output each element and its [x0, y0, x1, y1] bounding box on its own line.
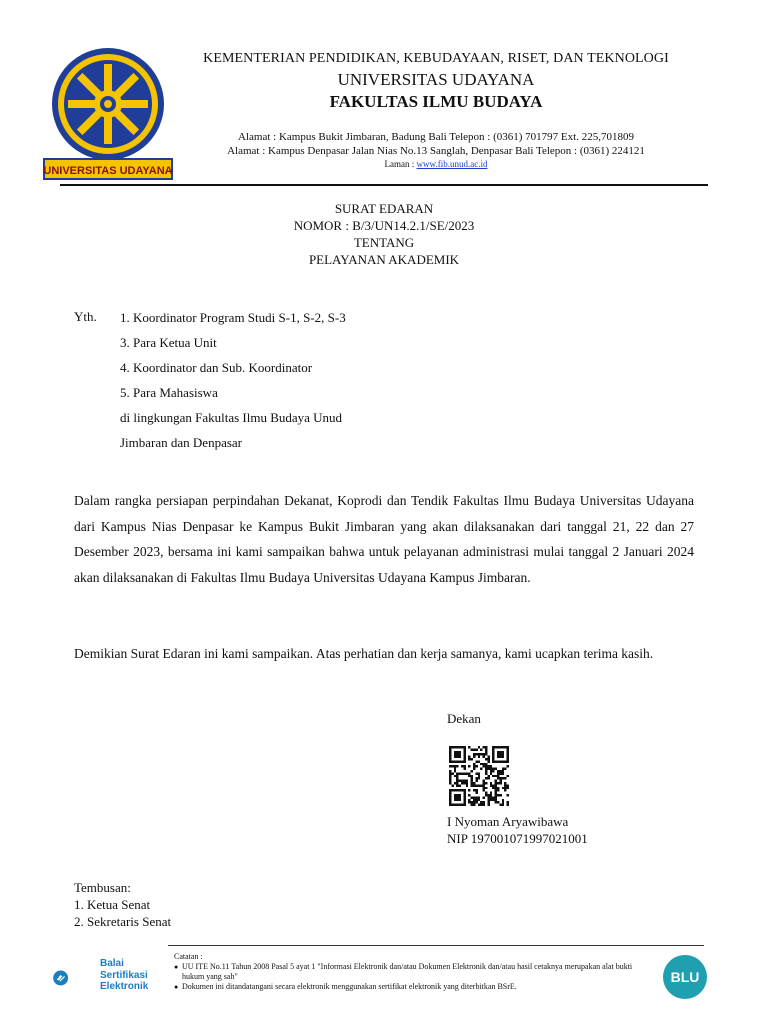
university-logo-icon — [42, 44, 174, 180]
website-label: Laman : — [384, 159, 417, 169]
signatory-name: I Nyoman Aryawibawa — [447, 814, 569, 829]
addressee-item: 3. Para Ketua Unit — [120, 335, 217, 350]
salutation: Yth. — [74, 309, 97, 324]
body-paragraph-2: Demikian Surat Edaran ini kami sampaikan. Atas perhatian dan kerja samanya, kami ucapkan terima kasih. — [74, 646, 654, 661]
addressee-list — [120, 308, 346, 458]
title-nomor: NOMOR : B/3/UN14.2.1/SE/2023 — [293, 218, 475, 233]
address-jimbaran: Alamat : Kampus Bukit Jimbaran, Badung Bali Telepon : (0361) 701797 Ext. 225,701809 — [238, 131, 634, 143]
bsre-line: Sertifikasi — [100, 969, 148, 981]
website-line — [170, 158, 702, 170]
addressee-item: 1. Koordinator Program Studi S-1, S-2, S-3 — [120, 310, 346, 325]
cc-heading: Tembusan: — [74, 880, 131, 895]
blu-label: BLU — [670, 969, 700, 985]
note-item: ● Dokumen ini ditandatangani secara elektronik menggunakan sertifikat elektronik yang diterbitkan BSrE. — [174, 982, 654, 992]
document-title — [200, 200, 568, 268]
letterhead — [170, 50, 702, 170]
footer-notes — [174, 952, 654, 992]
university-name: UNIVERSITAS UDAYANA — [337, 70, 535, 89]
addressee-item: di lingkungan Fakultas Ilmu Budaya Unud — [120, 410, 343, 425]
cc-block — [74, 879, 171, 930]
logo-caption: UNIVERSITAS UDAYANA — [43, 165, 173, 177]
cc-item: 2. Sekretaris Senat — [74, 914, 172, 929]
signatory-position: Dekan — [447, 711, 481, 726]
website-link[interactable]: www.fib.unud.ac.id — [416, 159, 488, 169]
ministry-name: KEMENTERIAN PENDIDIKAN, KEBUDAYAAN, RISET, DAN TEKNOLOGI — [203, 51, 669, 66]
note-item: ● UU ITE No.11 Tahun 2008 Pasal 5 ayat 1 "Informasi Elektronik dan/atau Dokumen Elektronik dan/atau hasil cetaknya merupakan alat bukti hukum yang sah" — [174, 962, 654, 982]
footer-divider — [168, 945, 704, 946]
notes-heading: Catatan : — [174, 952, 203, 961]
title-subject: PELAYANAN AKADEMIK — [308, 252, 460, 267]
title-tentang: TENTANG — [353, 235, 415, 250]
signatory-nip: NIP 197001071997021001 — [447, 831, 588, 846]
bsre-line: Elektronik — [100, 981, 149, 992]
bsre-line: Balai — [100, 958, 124, 969]
letterhead-divider — [60, 184, 708, 186]
title-surat-edaran: SURAT EDARAN — [334, 201, 434, 216]
signature-block — [447, 813, 588, 847]
faculty-name: FAKULTAS ILMU BUDAYA — [329, 92, 543, 111]
bsre-logo-icon — [52, 956, 96, 1000]
addressee-item: 4. Koordinator dan Sub. Koordinator — [120, 360, 313, 375]
qr-code-icon — [449, 746, 509, 806]
addressee-item: 5. Para Mahasiswa — [120, 385, 218, 400]
blu-badge-icon — [662, 954, 708, 1000]
addressee-item: Jimbaran dan Denpasar — [120, 435, 243, 450]
address-denpasar: Alamat : Kampus Denpasar Jalan Nias No.13 Sanglah, Denpasar Bali Telepon : (0361) 224121 — [227, 145, 645, 157]
cc-item: 1. Ketua Senat — [74, 897, 151, 912]
bsre-label — [100, 958, 148, 993]
body-paragraph-1: Dalam rangka persiapan perpindahan Dekanat, Koprodi dan Tendik Fakultas Ilmu Budaya Universitas Udayana dari Kampus Nias Denpasar ke Kampus Bukit Jimbaran yang akan dilaksanakan dari tanggal 21, 22 dan 27 Desember 2023, bersama ini kami sampaikan bahwa untuk pelayanan administrasi mulai tanggal 2 Januari 2024 akan dilaksanakan di Fakultas Ilmu Budaya Universitas Udayana Kampus Jimbaran. — [74, 493, 694, 585]
